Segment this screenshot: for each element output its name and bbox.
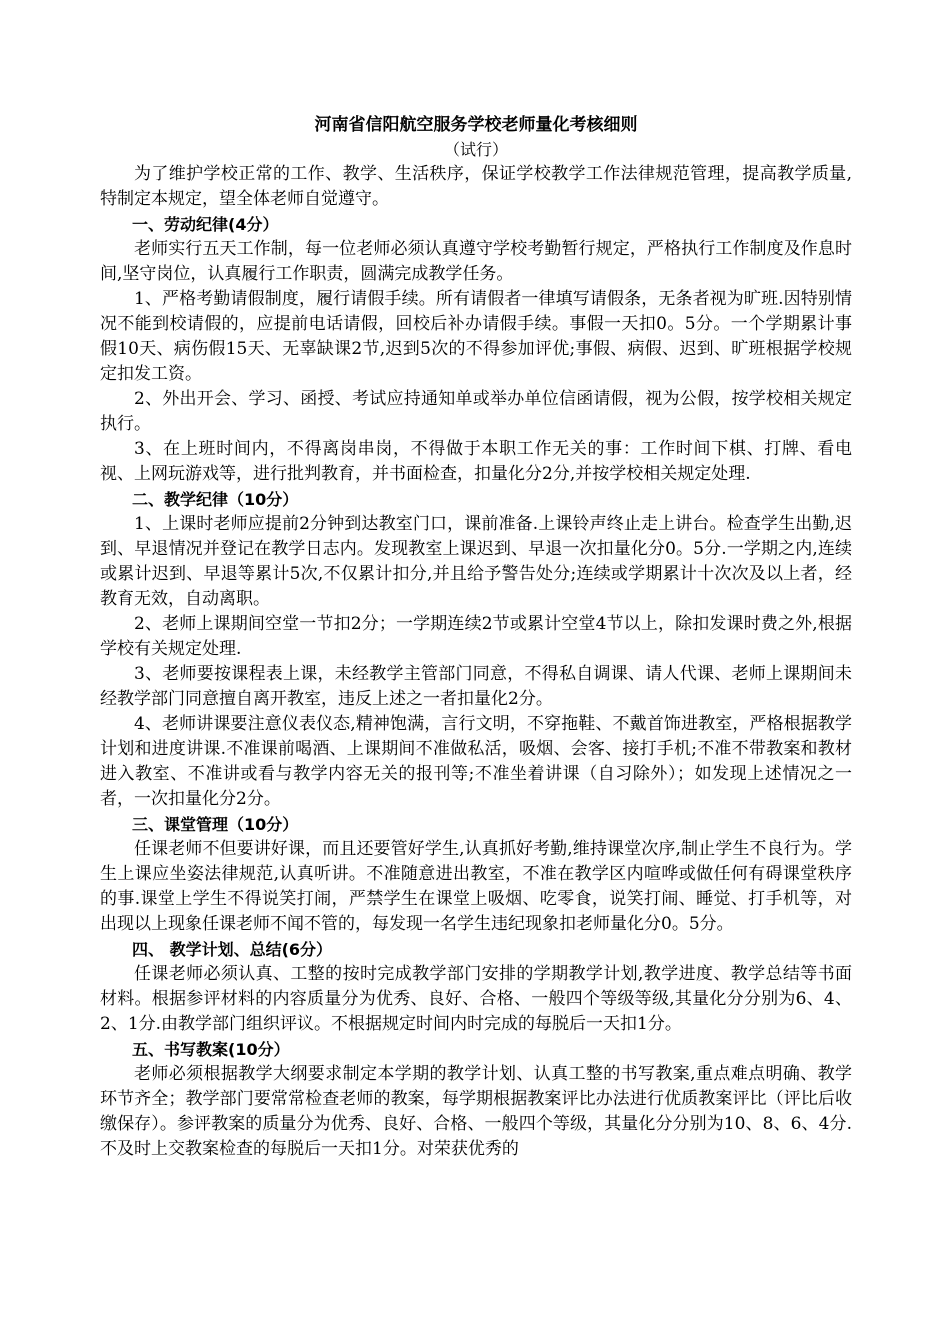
section-paragraph: 老师必须根据教学大纲要求制定本学期的教学计划、认真工整的书写教案,重点难点明确、教学环节齐全；教学部门要常常检查老师的教案，每学期根据教案评比办法进行优质教案评比（评比后收缴保存）。参评教案的质量分为优秀、良好、合格、一般四个等级，其量化分分别为10、8、6、4分.不及时上交教案检查的每脱后一天扣1分。对荣获优秀的	[100, 1064, 852, 1159]
section-paragraph: 1、上课时老师应提前2分钟到达教室门口，课前准备.上课铃声终止走上讲台。检查学生出勤,迟到、早退情况并登记在教学日志内。发现教室上课迟到、早退一次扣量化分0。5分.一学期之内,连续或累计迟到、早退等累计5次,不仅累计扣分,并且给予警告处分;连续或学期累计十次次及以上者，经教育无效，自动离职。	[100, 514, 852, 609]
section-paragraph: 3、老师要按课程表上课，未经教学主管部门同意，不得私自调课、请人代课、老师上课期间未经教学部门同意擅自离开教室，违反上述之一者扣量化2分。	[100, 664, 852, 709]
document-title: 河南省信阳航空服务学校老师量化考核细则	[314, 115, 638, 135]
document-subtitle: （试行）	[443, 140, 508, 159]
section-paragraph: 2、外出开会、学习、函授、考试应持通知单或举办单位信函请假，视为公假，按学校相关规定执行。	[100, 389, 852, 434]
section-paragraph: 2、老师上课期间空堂一节扣2分；一学期连续2节或累计空堂4节以上，除扣发课时费之外,根据学校有关规定处理.	[100, 614, 852, 659]
section-heading-teaching-plan: 四、 教学计划、总结(6分）	[132, 940, 333, 959]
section-paragraph: 任课老师必须认真、工整的按时完成教学部门安排的学期教学计划,教学进度、教学总结等书面材料。根据参评材料的内容质量分为优秀、良好、合格、一般四个等级等级,其量化分分别为6、4、2、1分.由教学部门组织评议。不根据规定时间内时完成的每脱后一天扣1分。	[100, 964, 852, 1034]
section-heading-classroom-management: 三、课堂管理（10分）	[132, 815, 299, 834]
section-heading-teaching-discipline: 二、教学纪律（10分）	[132, 490, 299, 509]
document-body	[100, 112, 852, 1162]
section-paragraph: 3、在上班时间内，不得离岗串岗，不得做于本职工作无关的事：工作时间下棋、打牌、看电视、上网玩游戏等，进行批判教育，并书面检查，扣量化分2分,并按学校相关规定处理.	[100, 439, 852, 484]
intro-paragraph: 为了维护学校正常的工作、教学、生活秩序，保证学校教学工作法律规范管理，提高教学质量,特制定本规定，望全体老师自觉遵守。	[100, 164, 852, 209]
section-paragraph: 1、严格考勤请假制度，履行请假手续。所有请假者一律填写请假条，无条者视为旷班.因特别情况不能到校请假的，应提前电话请假，回校后补办请假手续。事假一天扣0。5分。一个学期累计事假10天、病伤假15天、无辜缺课2节,迟到5次的不得参加评优;事假、病假、迟到、旷班根据学校规定扣发工资。	[100, 289, 852, 384]
section-paragraph: 老师实行五天工作制，每一位老师必须认真遵守学校考勤暂行规定，严格执行工作制度及作息时间,坚守岗位，认真履行工作职责，圆满完成教学任务。	[100, 239, 852, 284]
section-heading-labor-discipline: 一、劳动纪律(4分）	[132, 215, 279, 234]
section-paragraph: 任课老师不但要讲好课，而且还要管好学生,认真抓好考勤,维持课堂次序,制止学生不良行为。学生上课应坐姿法律规范,认真听讲。不准随意进出教室，不准在教学区内喧哗或做任何有碍课堂秩序的事.课堂上学生不得说笑打闹，严禁学生在课堂上吸烟、吃零食，说笑打闹、睡觉、打手机等，对出现以上现象任课老师不闻不管的，每发现一名学生违纪现象扣老师量化分0。5分。	[100, 839, 852, 934]
section-heading-lesson-plans: 五、书写教案(10分）	[132, 1040, 290, 1059]
section-paragraph: 4、老师讲课要注意仪表仪态,精神饱满，言行文明，不穿拖鞋、不戴首饰进教室，严格根据教学计划和进度讲课.不准课前喝酒、上课期间不准做私活，吸烟、会客、接打手机;不准不带教案和教材进入教室、不准讲或看与教学内容无关的报刊等;不准坐着讲课（自习除外）；如发现上述情况之一者，一次扣量化分2分。	[100, 714, 852, 809]
